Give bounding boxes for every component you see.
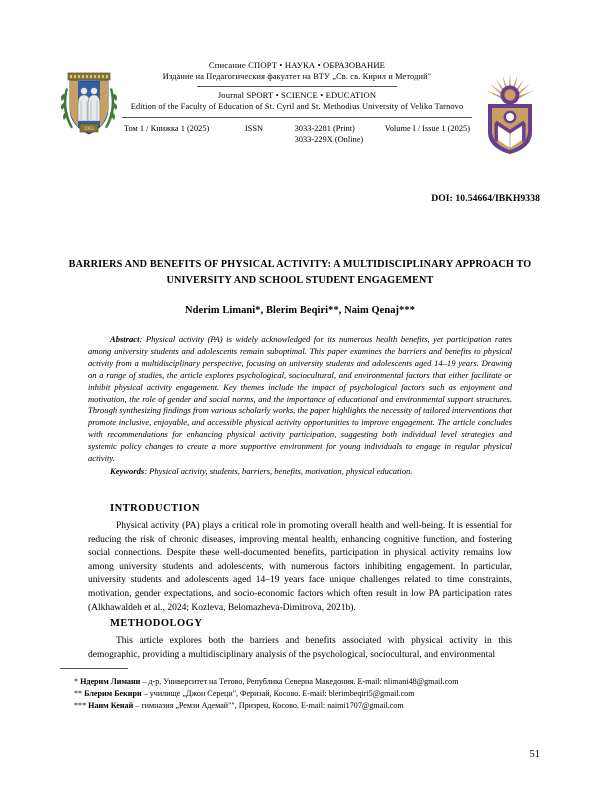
masthead-divider-bottom bbox=[122, 117, 472, 118]
masthead-divider-top bbox=[197, 86, 397, 87]
article-title: BARRIERS AND BENEFITS OF PHYSICAL ACTIVITY: A MULTIDISCIPLINARY APPROACH TO UNIVERSITY AND SCHOOL STUDENT ENGAGEMENT bbox=[68, 259, 532, 286]
journal-masthead bbox=[60, 60, 540, 165]
section-heading: INTRODUCTION bbox=[110, 503, 201, 514]
masthead-text bbox=[118, 60, 476, 145]
keywords-paragraph bbox=[88, 466, 512, 478]
footnote-affiliation: – гимназия „Ремзи Адемай"", Призрен, Косово. E-mail: naimi1707@gmail.com bbox=[133, 700, 404, 710]
footnote-item bbox=[60, 700, 540, 712]
section-body: Physical activity (PA) plays a critical role in promoting overall health and well-being. It is essential for reducing the risk of chronic diseases, improving mental health, enhancing cognitive function, and fostering social connections. Despite these well-documented benefits, participation in physical activity remains low among university students and adolescents, with numerous factors inhibiting engagement. In particular, university students and adolescents aged 14–19 years face unique challenges related to time constraints, motivation, gender expectations, and socio-economic factors which often result in low PA participation rates (Alkhawaldeh et al., 2024; Kozleva, Belomazheva-Dimitrova, 2021b). bbox=[88, 521, 512, 613]
masthead-bg-title: Списание СПОРТ • НАУКА • ОБРАЗОВАНИЕ bbox=[208, 60, 386, 70]
journal-emblem-icon bbox=[480, 64, 540, 156]
abstract-paragraph bbox=[88, 334, 512, 465]
footnote-divider bbox=[60, 668, 128, 669]
abstract-text: : Physical activity (PA) is widely acknowledged for its numerous health benefits, yet participation rates among university students and adolescents remain suboptimal. This paper examines the barriers and benefits to physical activity from a multidisciplinary perspective, focusing on university students and adolescents aged 14–19 years. Drawing on a range of studies, the article explores psychological, sociocultural, and environmental factors that either facilitate or inhibit physical activity engagement. Key themes include the impact of psychological factors such as enjoyment and motivation, the role of gender and social norms, and the importance of educational and environmental support structures. Through synthesizing findings from various scholarly works, the paper highlights the necessity of tailored interventions that promote inclusive, enjoyable, and accessible physical activity opportunities to improve engagement. The article concludes with recommendations for enhancing physical activity participation, suggesting both individual level strategies and systemic policy changes to create a more supportive environment for young individuals to engage in regular physical activity. bbox=[88, 334, 512, 464]
keywords-text: : Physical activity, students, barriers, benefits, motivation, physical education. bbox=[144, 466, 413, 476]
issue-identification-row bbox=[122, 123, 472, 145]
page-number: 51 bbox=[529, 749, 540, 760]
article-authors: Nderim Limani*, Blerim Beqiri**, Naim Qenaj*** bbox=[185, 305, 415, 316]
footnote-author-name: Ндерим Лимани bbox=[80, 677, 141, 686]
keywords-label: Keywords bbox=[110, 466, 145, 476]
footnote-item bbox=[60, 688, 540, 700]
doi-line: DOI: 10.54664/IBKH9338 bbox=[431, 193, 540, 204]
section-heading: METHODOLOGY bbox=[110, 618, 203, 629]
footnote-marker: * bbox=[74, 677, 81, 686]
title-block bbox=[60, 257, 540, 316]
masthead-en-title: Journal SPORT • SCIENCE • EDUCATION bbox=[217, 89, 377, 100]
vtu-coat-of-arms-icon bbox=[60, 64, 118, 146]
footnote-author-name: Блерим Бекири bbox=[84, 688, 142, 698]
abstract-label: Abstract bbox=[110, 334, 140, 344]
issn-print: 3033-2281 (Print) bbox=[294, 123, 355, 133]
footnote-marker: ** bbox=[74, 688, 85, 698]
footnote-affiliation: – д-р, Университет на Тетово, Република Северна Македония. E-mail: nlimani48@gmail.com bbox=[140, 677, 459, 686]
masthead-en-subtitle: Edition of the Faculty of Education of St. Cyril and St. Methodius University of Veliko Tarnovo bbox=[130, 102, 464, 112]
section-introduction bbox=[88, 503, 512, 615]
masthead-bg-subtitle: Издание на Педагогическия факултет на ВТУ „Св. св. Кирил и Методий" bbox=[162, 72, 432, 82]
issn-values bbox=[285, 123, 364, 145]
footnote-affiliation: – училище „Джон Сереци", Феризай, Косово. E-mail: blerimbeqiri5@gmail.com bbox=[141, 688, 415, 698]
volume-bg: Том 1 / Книжка 1 (2025) bbox=[124, 123, 210, 133]
footnote-marker: *** bbox=[74, 700, 89, 710]
footnote-item bbox=[60, 676, 540, 688]
footnote-author-name: Наим Кенай bbox=[88, 700, 134, 710]
issn-online: 3033-229X (Online) bbox=[294, 134, 364, 144]
section-body: This article explores both the barriers and benefits associated with physical activity in this demographic, providing a multidisciplinary analysis of the psychological, sociocultural, and environmental bbox=[88, 636, 512, 660]
svg-text:1963: 1963 bbox=[84, 127, 94, 132]
footnote-area bbox=[60, 668, 540, 711]
section-methodology bbox=[88, 618, 512, 662]
volume-en: Volume I / Issue 1 (2025) bbox=[384, 123, 470, 133]
issn-label: ISSN bbox=[244, 123, 264, 133]
